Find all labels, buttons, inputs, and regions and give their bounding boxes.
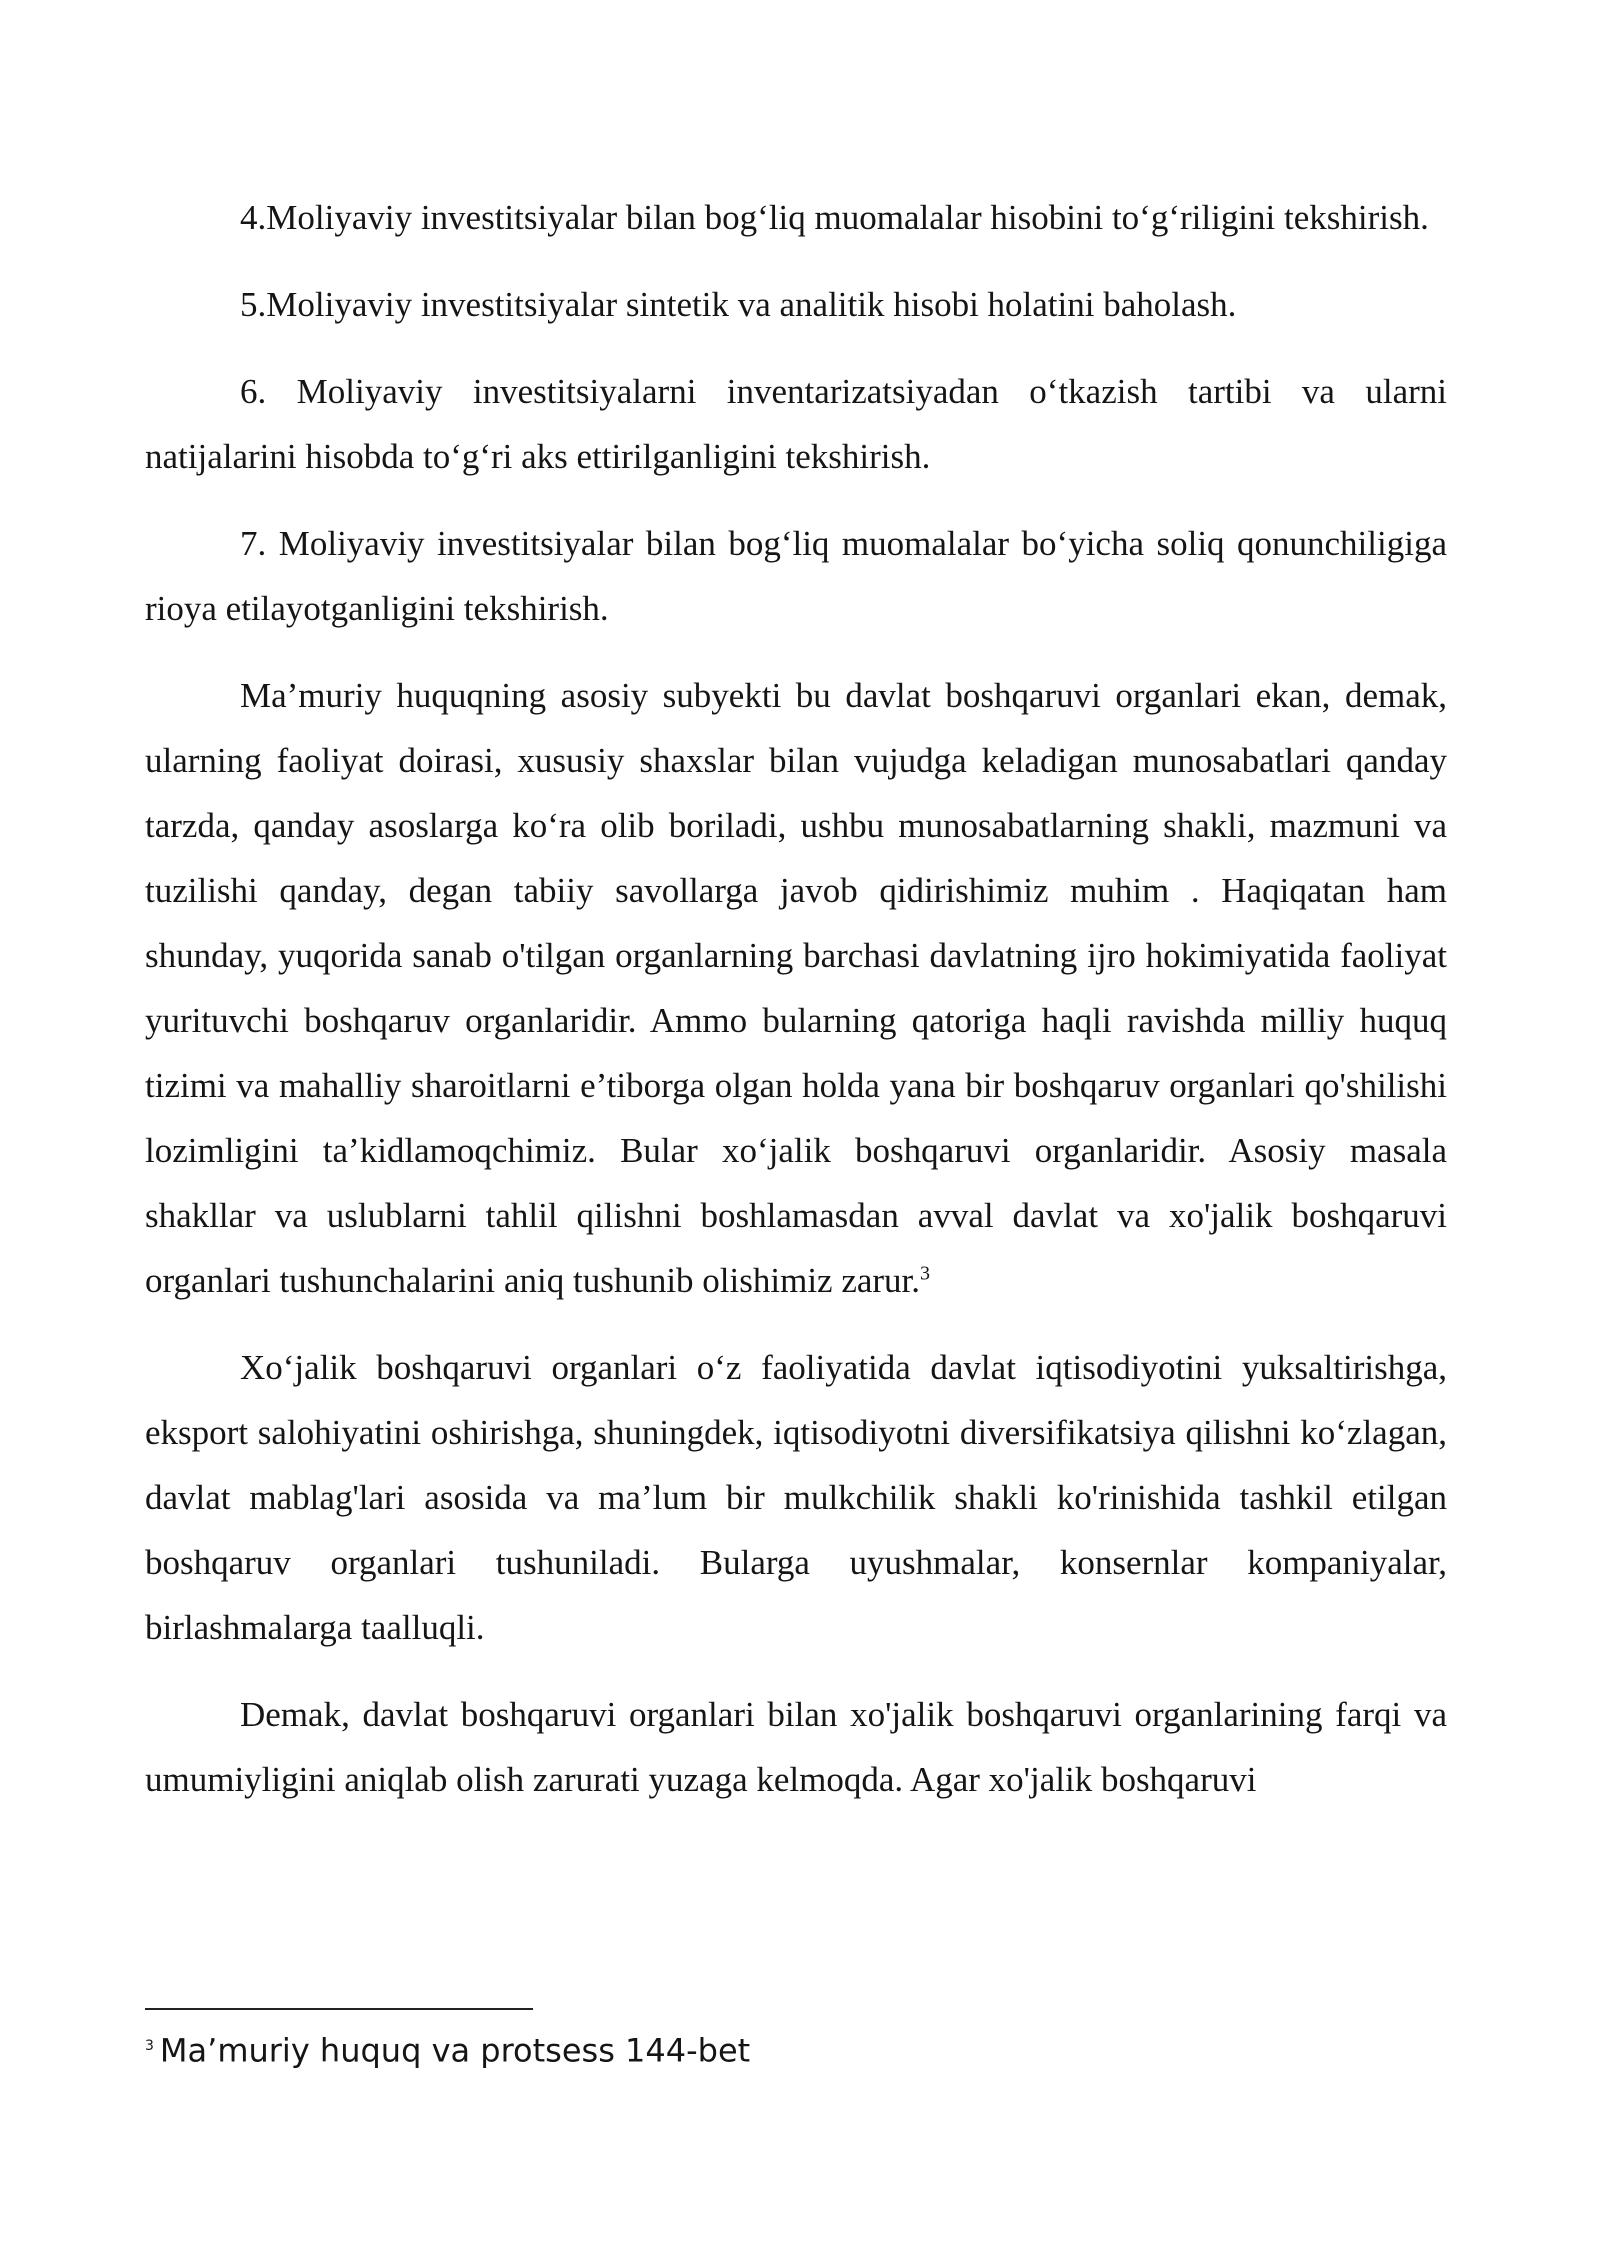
footnote-reference[interactable]: 3 bbox=[920, 1262, 931, 1285]
paragraph-administrative-law bbox=[145, 663, 1447, 1313]
footnote-text: Ma’muriy huquq va protsess 144-bet bbox=[159, 2031, 751, 2070]
paragraph-text: Ma’muriy huquqning asosiy subyekti bu davlat boshqaruvi organlari ekan, demak, ularning faoliyat doirasi, xususiy shaxslar bilan vujudga keladigan munosabatlari qanday tarzda, qanday asoslarga ko‘ra olib boriladi, ushbu munosabatlarning shakli, mazmuni va tuzilishi qanday, degan tabiiy savollarga javob qidirishimiz muhim . Haqiqatan ham shunday, yuqorida sanab o'tilgan organlarning barchasi davlatning ijro hokimiyatida faoliyat yurituvchi boshqaruv organlaridir. Ammo bularning qatoriga haqli ravishda milliy huquq tizimi va mahalliy sharoitlarni e’tiborga olgan holda yana bir boshqaruv organlari qo'shilishi lozimligini ta’kidlamoqchimiz. Bular xo‘jalik boshqaruvi organlaridir. Asosiy masala shakllar va uslublarni tahlil qilishni boshlamasdan avval davlat va xo'jalik boshqaruvi organlari tushunchalarini aniq tushunib olishimiz zarur. bbox=[145, 676, 1447, 1300]
paragraph-economic-management: Xo‘jalik boshqaruvi organlari o‘z faoliyatida davlat iqtisodiyotini yuksaltirishga, eksport salohiyatini oshirishga, shuningdek, iqtisodiyotni diversifikatsiya qilishni ko‘zlagan, davlat mablag'lari asosida va ma’lum bir mulkchilik shakli ko'rinishida tashkil etilgan boshqaruv organlari tushuniladi. Bularga uyushmalar, konsernlar kompaniyalar, birlashmalarga taalluqli. bbox=[145, 1348, 1447, 1647]
paragraph-item-6: 6. Moliyaviy investitsiyalarni inventarizatsiyadan o‘tkazish tartibi va ularni natijalarini hisobda to‘g‘ri aks ettirilganligini tekshirish. bbox=[145, 372, 1447, 476]
paragraph-item-4: 4.Moliyaviy investitsiyalar bilan bog‘liq muomalalar hisobini to‘g‘riligini tekshirish. bbox=[240, 198, 1429, 237]
paragraph-item-5: 5.Moliyaviy investitsiyalar sintetik va analitik hisobi holatini baholash. bbox=[240, 285, 1237, 324]
paragraph-item-7: 7. Moliyaviy investitsiyalar bilan bog‘liq muomalalar bo‘yicha soliq qonunchiligiga rioya etilayotganligini tekshirish. bbox=[145, 524, 1447, 628]
document-body bbox=[145, 185, 1447, 1834]
paragraph-conclusion: Demak, davlat boshqaruvi organlari bilan xo'jalik boshqaruvi organlarining farqi va umumiyligini aniqlab olish zarurati yuzaga kelmoqda. Agar xo'jalik boshqaruvi bbox=[145, 1695, 1447, 1799]
footnote-separator bbox=[145, 2008, 533, 2010]
footnote-number: 3 bbox=[145, 2038, 154, 2054]
footnote bbox=[145, 2024, 1445, 2073]
